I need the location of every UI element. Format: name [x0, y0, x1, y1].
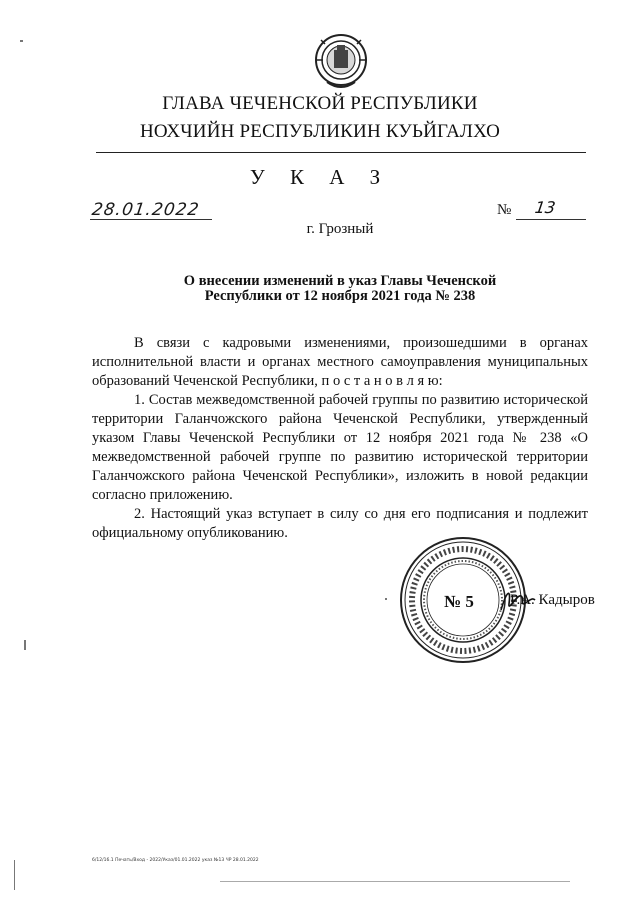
date-underline [90, 219, 212, 220]
clause-1-paragraph: 1. Состав межведомственной рабочей группы по развитию исторической территории Галанчожского района Чеченской Республики, утвержденный указом Главы Чеченской Республики от 12 ноября 2021 года № 238 «О межведомственной рабочей группе по развитию исторической территории Галанчожского района Чеченской Республики», изложить в новой редакции согласно приложению. [92, 392, 588, 503]
document-title: У К А З [249, 165, 391, 189]
authority-name-chechen: НОХЧИЙН РЕСПУБЛИКИН КУЬЙГАЛХО [139, 121, 501, 142]
document-city: г. Грозный [306, 221, 374, 237]
preamble-paragraph: В связи с кадровыми изменениями, произошедшими в органах исполнительной власти и органах местного самоуправления муниципальных образований Чеченской Республики, п о с т а н о в л я ю: [92, 335, 588, 389]
scan-speck [385, 598, 387, 600]
clause-2-paragraph: 2. Настоящий указ вступает в силу со дня его подписания и подлежит официальному опубликованию. [92, 506, 588, 541]
document-subject: О внесении изменений в указ Главы Чеченской Республики от 12 ноября 2021 года № 238 [183, 273, 497, 304]
number-label: № [497, 202, 512, 218]
number-underline [516, 219, 586, 220]
document-date: 28.01.2022 [90, 200, 201, 220]
signer-name: Р.А. Кадыров [510, 592, 595, 608]
coat-of-arms-emblem [313, 30, 369, 94]
scan-speck [20, 40, 23, 42]
header-divider [96, 152, 586, 153]
footer-line [220, 881, 570, 882]
document-number: 13 [533, 198, 557, 217]
scan-speck [14, 860, 15, 890]
authority-name: ГЛАВА ЧЕЧЕНСКОЙ РЕСПУБЛИКИ [162, 93, 478, 114]
footer-registry-code: 6/12/16.1 Печать/Вход - 2022/Указ/01.01.2022 указ №13 ЧР 28.01.2022 [92, 858, 259, 863]
scan-speck [24, 640, 26, 650]
stamp-number: № 5 [444, 592, 474, 611]
